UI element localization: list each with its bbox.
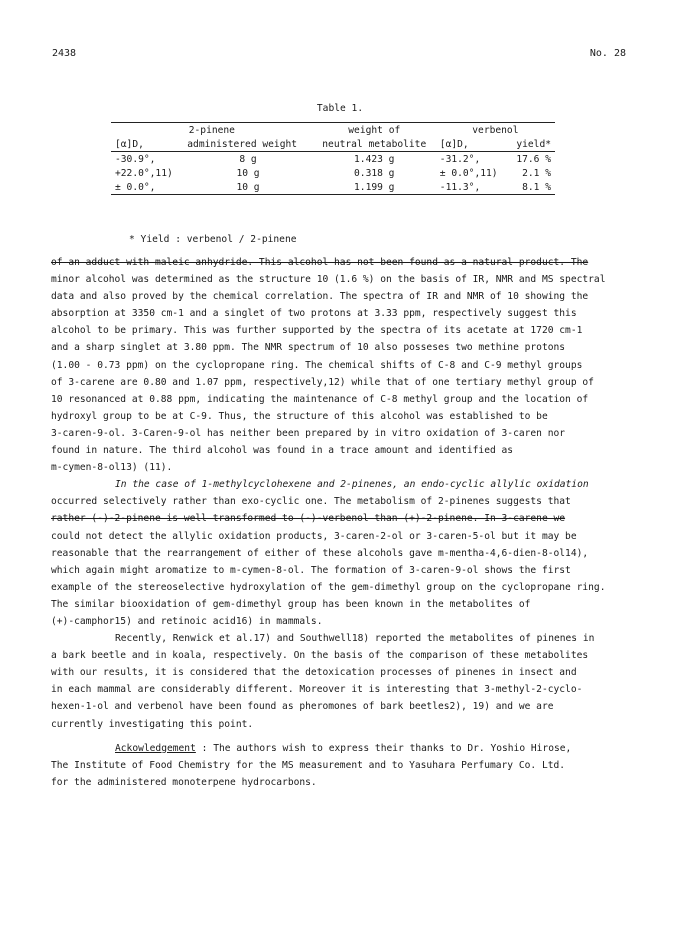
- ack-line: : The authors wish to express their thanks to Dr. Yoshio Hirose,: [195, 742, 572, 754]
- table-row: [111, 180, 555, 195]
- text-line: 3-caren-9-ol. 3-Caren-9-ol has neither been prepared by in vitro oxidation of 3-caren nor: [51, 427, 566, 439]
- text-line: (+)-camphor15) and retinoic acid16) in mammals.: [51, 615, 323, 627]
- text-line: rather (-)-2-pinene is well transformed to (-)-verbenol than (+)-2-pinene. In 3-carene we: [51, 513, 566, 525]
- text-line: example of the stereoselective hydroxylation of the gem-dimethyl group on the cyclopropane ring.: [51, 581, 606, 593]
- col-group-pinene: 2-pinene: [111, 123, 313, 138]
- cell-rotation: ± 0.0°,: [111, 180, 183, 195]
- cell-metabolite-weight: 1.423 g: [354, 153, 395, 165]
- text-line: and a sharp singlet at 3.80 ppm. The NMR spectrum of 10 also posseses two methine protons: [51, 342, 566, 354]
- text-line: (1.00 - 0.73 ppm) on the cyclopropane ring. The chemical shifts of C-8 and C-9 methyl groups: [51, 359, 583, 371]
- cell-yield: 17.6 %: [516, 153, 551, 165]
- text-line: with our results, it is considered that the detoxication processes of pinenes in insect and: [51, 667, 577, 679]
- table-row: [111, 152, 555, 167]
- ack-heading: Ackowledgement: [115, 742, 196, 754]
- cell-verbenol-rotation: ± 0.0°,11): [439, 167, 498, 179]
- text-line: In the case of 1-methylcyclohexene and 2-pinenes, an endo-cyclic allylic oxidation: [115, 479, 589, 491]
- text-line: minor alcohol was determined as the structure 10 (1.6 %) on the basis of IR, NMR and MS spectral: [51, 274, 606, 286]
- data-table: [111, 122, 555, 195]
- cell-yield: 2.1 %: [522, 167, 551, 179]
- cell-verbenol-rotation: -31.2°,: [439, 153, 481, 165]
- cell-admin-weight: 10 g: [236, 167, 260, 179]
- col-group-verbenol: verbenol: [436, 123, 555, 138]
- text-line: in each mammal are considerably different. Moreover it is interesting that 3-methyl-2-cyclo-: [51, 684, 583, 696]
- text-line: found in nature. The third alcohol was found in a trace amount and identified as: [51, 445, 514, 457]
- text-line: of 3-carene are 0.80 and 1.07 ppm, respectively,12) while that of one tertiary methyl group of: [51, 376, 594, 388]
- text-line: occurred selectively rather than exo-cyclic one. The metabolism of 2-pinenes suggests that: [51, 496, 571, 508]
- text-line: hexen-1-ol and verbenol have been found as pheromones of bark beetles2), 19) and we are: [51, 701, 554, 713]
- cell-metabolite-weight: 0.318 g: [354, 167, 395, 179]
- table-caption: Table 1.: [316, 103, 364, 114]
- acknowledgement: [51, 740, 631, 757]
- text-line: absorption at 3350 cm-1 and a singlet of two protons at 3.33 ppm, respectively suggest this: [51, 308, 577, 320]
- text-line: currently investigating this point.: [51, 718, 254, 730]
- text-line: Recently, Renwick et al.17) and Southwell18) reported the metabolites of pinenes in: [115, 633, 595, 645]
- text-line: hydroxyl group to be at C-9. Thus, the structure of this alcohol was established to be: [51, 410, 548, 422]
- table-footnote: * Yield : verbenol / 2-pinene: [129, 234, 297, 245]
- cell-metabolite-weight: 1.199 g: [313, 180, 436, 195]
- col-neutral: neutral metabolite: [313, 137, 436, 152]
- issue-number: No. 28: [589, 48, 626, 59]
- text-line: 10 resonanced at 0.88 ppm, indicating the maintenance of C-8 methyl group and the location of: [51, 393, 589, 405]
- text-line: could not detect the allylic oxidation products, 3-caren-2-ol or 3-caren-5-ol but it may be: [51, 530, 577, 542]
- text-line: data and also proved by the chemical correlation. The spectra of IR and NMR of 10 showing the: [51, 291, 589, 303]
- text-line: which again might aromatize to m-cymen-8-ol. The formation of 3-caren-9-ol shows the first: [51, 564, 571, 576]
- text-line: reasonable that the rearrangement of either of these alcohols gave m-mentha-4,6-dien-8-ol14),: [51, 547, 589, 559]
- col-yield: yield*: [508, 137, 555, 152]
- ack-line: for the administered monoterpene hydrocarbons.: [51, 776, 317, 788]
- page-number: 2438: [52, 48, 77, 59]
- col-rotation: [α]D,: [111, 137, 183, 152]
- cell-admin-weight: 10 g: [183, 180, 312, 195]
- cell-admin-weight: 8 g: [239, 153, 257, 165]
- col-group-weight: weight of: [313, 123, 436, 138]
- text-line: m-cymen-8-ol13) (11).: [51, 462, 173, 474]
- text-line: a bark beetle and in koala, respectively. On the basis of the comparison of these metabolites: [51, 650, 589, 662]
- col-administered: administered weight: [183, 137, 312, 152]
- text-line: The similar biooxidation of gem-dimethyl group has been known in the metabolites of: [51, 598, 531, 610]
- table-row: [111, 166, 555, 180]
- cell-verbenol-rotation: -11.3°,: [436, 180, 508, 195]
- cell-yield: 8.1 %: [508, 180, 555, 195]
- ack-line: The Institute of Food Chemistry for the MS measurement and to Yasuhara Perfumary Co. Ltd.: [51, 759, 566, 771]
- body-text: [51, 254, 631, 791]
- col-v-rotation: [α]D,: [436, 137, 508, 152]
- cell-rotation: +22.0°,11): [115, 167, 173, 179]
- text-line: of an adduct with maleic anhydride. This alcohol has not been found as a natural product. The: [51, 257, 589, 268]
- text-line: alcohol to be primary. This was further supported by the spectra of its acetate at 1720 cm-1: [51, 325, 583, 337]
- cell-rotation: -30.9°,: [115, 153, 156, 165]
